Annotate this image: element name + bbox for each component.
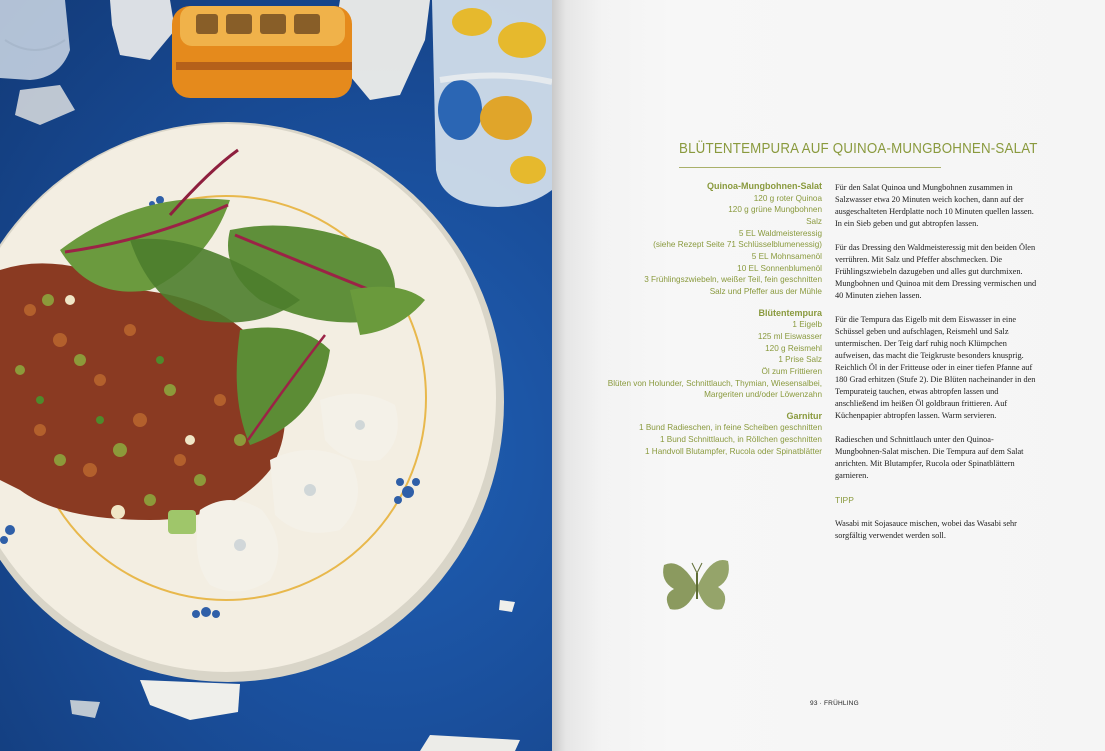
ingredient-item: 1 Bund Radieschen, in feine Scheiben geschnitten — [639, 423, 822, 433]
ingredient-item: 5 EL Mohnsamenöl — [751, 251, 822, 261]
ingredient-item: Blüten von Holunder, Schnittlauch, Thymian, Wiesensalbei, — [607, 378, 822, 388]
ingredient-item: Margeriten und/oder Löwenzahn — [704, 390, 822, 400]
ingredient-item: 120 g Reismehl — [765, 343, 822, 353]
method-step: Radieschen und Schnittlauch unter den Quinoa-Mungbohnen-Salat mischen. Die Tempura auf dem Salat anrichten. Mit Blutampfer, Rucola oder Spinatblättern garnieren. — [835, 435, 1024, 480]
ingredient-item: Salz und Pfeffer aus der Mühle — [709, 286, 822, 296]
ingredient-item: 120 g grüne Mungbohnen — [728, 205, 822, 215]
recipe-title: BLÜTENTEMPURA AUF QUINOA-MUNGBOHNEN-SALAT — [679, 141, 1038, 157]
method-step: Für den Salat Quinoa und Mungbohnen zusammen in Salzwasser etwa 20 Minuten weich kochen, dann auf der ausgeschalteten Herdplatte noch 10 Minuten quellen lassen. In ein Sieb geben und gut abtropfen lassen. — [835, 183, 1034, 228]
ingredient-item: 1 Eigelb — [792, 320, 822, 330]
food-photo-illustration — [0, 0, 552, 751]
tip-heading: TIPP — [835, 495, 854, 505]
recipe-page — [552, 0, 1105, 751]
ingredient-item: Salz — [806, 216, 822, 226]
method-step: Für das Dressing den Waldmeisteressig mit den beiden Ölen verrühren. Mit Salz und Pfeffer abschmecken. Die Frühlingszwiebeln dazugeben und alles gut durchmixen. Mungbohnen und Quinoa mit dem Dressing vermischen und 40 Minuten ziehen lassen. — [835, 243, 1037, 300]
toy-van — [172, 6, 352, 98]
ingredient-section-heading: Garnitur — [786, 410, 822, 421]
ingredient-section-heading: Quinoa-Mungbohnen-Salat — [707, 181, 822, 191]
ingredient-item: 5 EL Waldmeisteressig — [738, 228, 822, 238]
butterfly-icon — [660, 555, 732, 615]
ingredient-item: 10 EL Sonnenblumenöl — [737, 263, 822, 273]
ingredient-item: 1 Bund Schnittlauch, in Röllchen geschnitten — [659, 435, 822, 445]
ingredient-item: 3 Frühlingszwiebeln, weißer Teil, fein geschnitten — [644, 275, 822, 285]
food-photo — [0, 0, 552, 751]
ingredient-item: 1 Handvoll Blutampfer, Rucola oder Spinatblätter — [644, 446, 822, 456]
method-steps — [835, 182, 1040, 554]
ingredient-section-heading: Blütentempura — [758, 307, 822, 318]
ingredient-item: (siehe Rezept Seite 71 Schlüsselblumenessig) — [653, 240, 822, 250]
ingredient-list — [552, 181, 822, 457]
ingredient-item: 125 ml Eiswasser — [757, 331, 822, 341]
tip-text: Wasabi mit Sojasauce mischen, wobei das Wasabi sehr sorgfältig verwendet werden soll. — [835, 519, 1017, 540]
ingredient-item: Öl zum Frittieren — [761, 366, 822, 376]
title-divider — [679, 167, 941, 168]
page-number: 93 · FRÜHLING — [810, 700, 859, 707]
ingredient-item: 120 g roter Quinoa — [753, 193, 822, 203]
method-step: Für die Tempura das Eigelb mit dem Eiswasser in eine Schüssel geben und aufschlagen, Reismehl und Salz untermischen. Der Teig darf ruhig noch Klümpchen aufweisen, das macht die Teigkruste besonders knusprig. Reichlich Öl in der Fritteuse oder in einer tiefen Pfanne auf 180 Grad erhitzen (Stufe 2). Die Blüten nacheinander in den Tempurateig tauchen, etwas abtropfen lassen und anschließend im heißen Öl goldbraun frittieren. Auf Küchenpapier abtropfen lassen. Warm servieren. — [835, 315, 1036, 420]
ingredient-item: 1 Prise Salz — [778, 355, 822, 365]
